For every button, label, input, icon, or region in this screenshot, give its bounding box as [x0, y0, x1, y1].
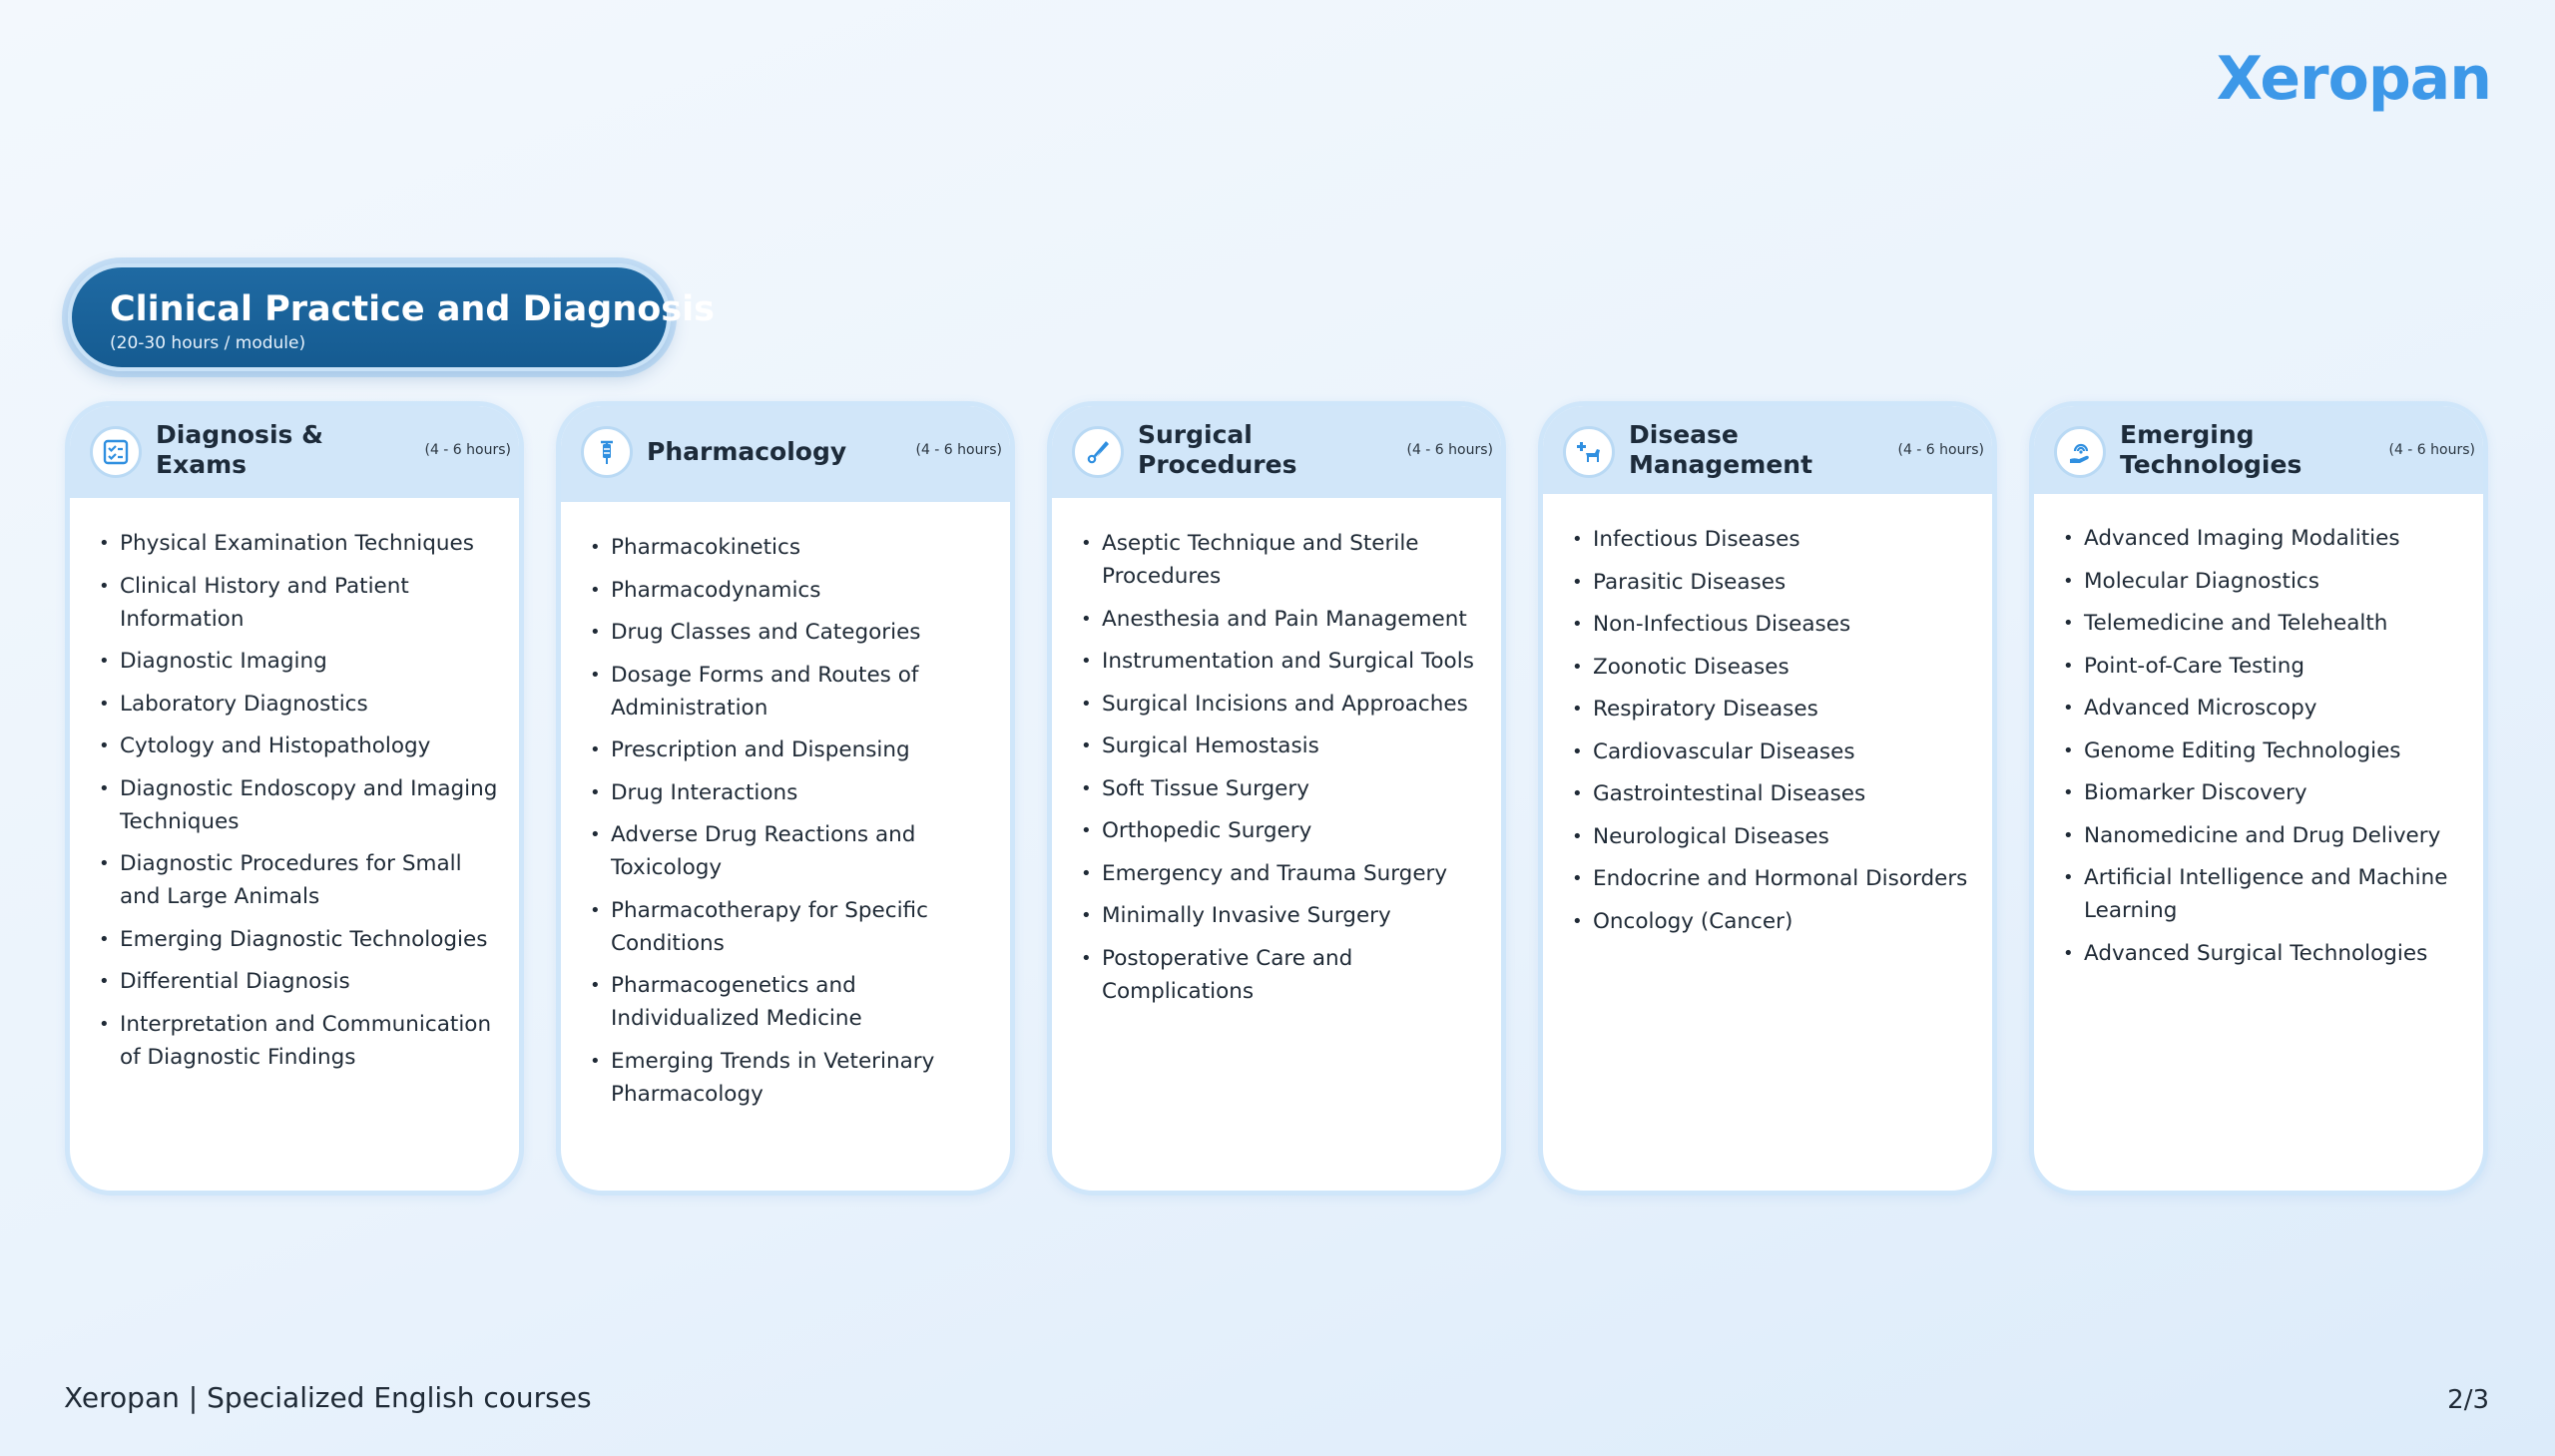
- topic-list: [2034, 522, 2483, 979]
- card-title: Surgical Procedures: [1138, 420, 1297, 479]
- list-item: • Advanced Microscopy: [2084, 692, 2463, 725]
- card-hours: (4 - 6 hours): [2388, 442, 2475, 458]
- list-item: • Nanomedicine and Drug Delivery: [2084, 819, 2463, 852]
- list-item: • Physical Examination Techniques: [120, 527, 499, 560]
- list-item: • Endocrine and Hormonal Disorders: [1593, 862, 1972, 895]
- list-item: • Pharmacotherapy for Specific Conditions: [611, 894, 990, 960]
- list-item: • Zoonotic Diseases: [1593, 651, 1972, 684]
- list-item: • Emerging Diagnostic Technologies: [120, 923, 499, 956]
- list-item: • Artificial Intelligence and Machine Learning: [2084, 861, 2463, 927]
- list-item: • Diagnostic Endoscopy and Imaging Techniques: [120, 772, 499, 838]
- list-item: • Parasitic Diseases: [1593, 566, 1972, 599]
- card-diagnosis-exams: [65, 401, 524, 1196]
- card-header: [1543, 406, 1992, 494]
- page-number: 2/3: [2447, 1385, 2489, 1415]
- list-item: • Dosage Forms and Routes of Administration: [611, 659, 990, 725]
- list-item: • Differential Diagnosis: [120, 965, 499, 998]
- list-item: • Neurological Diseases: [1593, 820, 1972, 853]
- list-item: • Respiratory Diseases: [1593, 693, 1972, 726]
- section-subtitle: (20-30 hours / module): [110, 333, 306, 353]
- card-emerging-technologies: [2029, 401, 2488, 1196]
- topic-list: [70, 527, 519, 1083]
- list-item: • Drug Interactions: [611, 776, 990, 809]
- card-hours: (4 - 6 hours): [915, 442, 1002, 458]
- list-item: • Aseptic Technique and Sterile Procedures: [1102, 527, 1481, 593]
- list-item: • Pharmacodynamics: [611, 574, 990, 607]
- list-item: • Interpretation and Communication of Diagnostic Findings: [120, 1008, 499, 1074]
- card-hours: (4 - 6 hours): [424, 442, 511, 458]
- list-item: • Advanced Imaging Modalities: [2084, 522, 2463, 555]
- list-item: • Biomarker Discovery: [2084, 776, 2463, 809]
- list-item: • Drug Classes and Categories: [611, 616, 990, 649]
- module-cards: [65, 401, 2490, 1196]
- card-header: [561, 406, 1010, 502]
- list-item: • Gastrointestinal Diseases: [1593, 777, 1972, 810]
- list-item: • Instrumentation and Surgical Tools: [1102, 645, 1481, 678]
- card-title: Disease Management: [1629, 420, 1813, 479]
- sick-dog-icon: [1563, 426, 1615, 478]
- list-item: • Soft Tissue Surgery: [1102, 772, 1481, 805]
- card-title: Emerging Technologies: [2120, 420, 2302, 479]
- list-item: • Pharmacogenetics and Individualized Medicine: [611, 969, 990, 1035]
- syringe-icon: [581, 426, 633, 478]
- list-item: • Postoperative Care and Complications: [1102, 942, 1481, 1008]
- card-hours: (4 - 6 hours): [1406, 442, 1493, 458]
- list-item: • Minimally Invasive Surgery: [1102, 899, 1481, 932]
- checklist-icon: [90, 426, 142, 478]
- section-title: Clinical Practice and Diagnosis: [110, 289, 715, 329]
- list-item: • Anesthesia and Pain Management: [1102, 603, 1481, 636]
- topic-list: [1543, 523, 1992, 947]
- list-item: • Genome Editing Technologies: [2084, 734, 2463, 767]
- topic-list: [1052, 527, 1501, 1017]
- list-item: • Point-of-Care Testing: [2084, 650, 2463, 683]
- card-title: Pharmacology: [647, 437, 847, 466]
- card-surgical-procedures: [1047, 401, 1506, 1196]
- topic-list: [561, 531, 1010, 1120]
- tech-hand-icon: [2054, 426, 2106, 478]
- list-item: • Laboratory Diagnostics: [120, 688, 499, 721]
- list-item: • Non-Infectious Diseases: [1593, 608, 1972, 641]
- list-item: • Prescription and Dispensing: [611, 733, 990, 766]
- list-item: • Cytology and Histopathology: [120, 729, 499, 762]
- card-header: [70, 406, 519, 498]
- list-item: • Diagnostic Imaging: [120, 645, 499, 678]
- list-item: • Diagnostic Procedures for Small and Large Animals: [120, 847, 499, 913]
- list-item: • Advanced Surgical Technologies: [2084, 937, 2463, 970]
- xeropan-logo: Xeropan: [2216, 44, 2491, 114]
- list-item: • Infectious Diseases: [1593, 523, 1972, 556]
- card-header: [2034, 406, 2483, 494]
- scalpel-icon: [1072, 426, 1124, 478]
- list-item: • Adverse Drug Reactions and Toxicology: [611, 818, 990, 884]
- list-item: • Molecular Diagnostics: [2084, 565, 2463, 598]
- list-item: • Emergency and Trauma Surgery: [1102, 857, 1481, 890]
- list-item: • Surgical Hemostasis: [1102, 729, 1481, 762]
- card-title: Diagnosis & Exams: [156, 420, 323, 479]
- card-pharmacology: [556, 401, 1015, 1196]
- footer-brand-text: Xeropan | Specialized English courses: [64, 1381, 592, 1414]
- list-item: • Telemedicine and Telehealth: [2084, 607, 2463, 640]
- list-item: • Cardiovascular Diseases: [1593, 735, 1972, 768]
- card-header: [1052, 406, 1501, 498]
- list-item: • Emerging Trends in Veterinary Pharmacology: [611, 1045, 990, 1111]
- list-item: • Surgical Incisions and Approaches: [1102, 688, 1481, 721]
- list-item: • Oncology (Cancer): [1593, 905, 1972, 938]
- card-disease-management: [1538, 401, 1997, 1196]
- list-item: • Clinical History and Patient Information: [120, 570, 499, 636]
- section-header: [68, 263, 715, 371]
- list-item: • Pharmacokinetics: [611, 531, 990, 564]
- list-item: • Orthopedic Surgery: [1102, 814, 1481, 847]
- card-hours: (4 - 6 hours): [1897, 442, 1984, 458]
